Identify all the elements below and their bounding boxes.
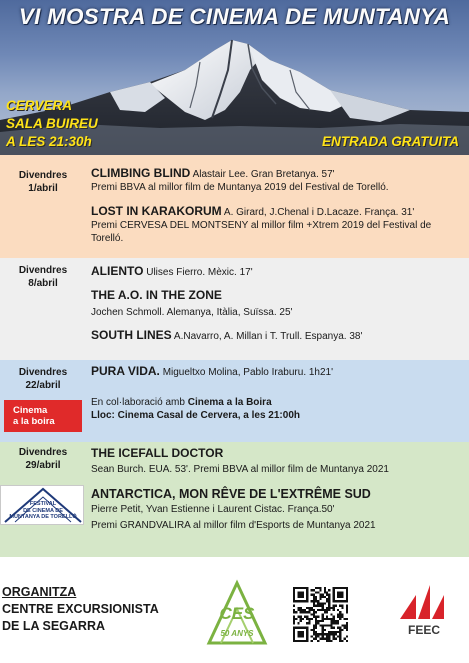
film-credits: A.Navarro, A. Millan i T. Trull. Espanya. 38' (173, 331, 363, 342)
poster-title: VI MOSTRA DE CINEMA DE MUNTANYA (18, 4, 451, 29)
organizer-name-line: DE LA SEGARRA (2, 619, 106, 633)
film-award: Premi CERVESA DEL MONTSENY al millor film +Xtrem 2019 del Festival de Torelló. (91, 220, 432, 244)
session-date (4, 169, 82, 195)
film-item (91, 289, 466, 319)
film-item (91, 167, 466, 194)
ces-logo (203, 579, 271, 647)
date-day: 8/abril (28, 278, 58, 289)
collaboration-note (91, 396, 466, 409)
feec-emblem-icon (396, 581, 452, 625)
film-credits: Ulises Fierro. Mèxic. 17' (146, 267, 253, 278)
session-date (4, 446, 82, 472)
organizer-label: ORGANITZA (2, 585, 77, 599)
film-title: CLIMBING BLIND (91, 166, 191, 180)
feec-logo (396, 581, 452, 641)
date-day: 22/abril (25, 380, 61, 391)
film-title: ANTARCTICA, MON RÊVE DE L'EXTRÊME SUD (91, 487, 371, 501)
film-item (91, 205, 466, 245)
film-credits: Alastair Lee. Gran Bretanya. 57' (192, 169, 335, 180)
poster-footer (0, 557, 469, 663)
qr-code[interactable] (293, 587, 348, 642)
date-day: 1/abril (28, 183, 58, 194)
session-date (4, 264, 82, 290)
film-award: Premi GRANDVALIRA al millor film d'Esports de Muntanya 2021 (91, 520, 376, 531)
session-2 (0, 258, 469, 360)
film-title: THE A.O. IN THE ZONE (91, 288, 222, 302)
film-title: LOST IN KARAKORUM (91, 204, 222, 218)
film-credits: Jochen Schmoll. Alemanya, Itàlia, Suïssa. 25' (91, 307, 293, 318)
cinema-boira-logo (4, 400, 82, 432)
badge-line: FESTIVAL (29, 501, 57, 507)
date-weekday: Divendres (18, 447, 68, 458)
film-item (91, 365, 466, 379)
badge-line: a la boira (13, 416, 55, 427)
session-films (91, 365, 466, 422)
film-item (91, 488, 466, 532)
date-weekday: Divendres (18, 265, 68, 276)
ces-logo-text: CES (219, 604, 255, 623)
ces-logo-subtext: 50 ANYS (220, 629, 254, 638)
session-films (91, 265, 466, 343)
film-title: THE ICEFALL DOCTOR (91, 446, 224, 460)
date-weekday: Divendres (18, 170, 68, 181)
festival-badge-text (1, 501, 85, 521)
film-credits: Pierre Petit, Yvan Estienne i Laurent Cistac. França.50' (91, 504, 335, 515)
film-item (91, 329, 466, 343)
organizer-name-line: CENTRE EXCURSIONISTA (2, 602, 159, 616)
collab-prefix: En col·laboració amb (91, 397, 185, 408)
badge-line: Cinema (13, 405, 48, 416)
date-weekday: Divendres (18, 367, 68, 378)
film-title: ALIENTO (91, 264, 144, 278)
session-date (4, 366, 82, 392)
badge-line: MUNTANYA DE TORELLÓ (9, 514, 77, 520)
film-award: Premi BBVA al millor film de Muntanya 2019 del Festival de Torelló. (91, 182, 389, 193)
film-credits: A. Girard, J.Chenal i D.Lacaze. França. 31' (223, 207, 415, 218)
film-title: SOUTH LINES (91, 328, 172, 342)
film-item (91, 447, 466, 476)
collab-name: Cinema a la Boira (187, 397, 272, 408)
film-item (91, 265, 466, 279)
location-venue: SALA BUIREU (6, 116, 98, 131)
feec-logo-text: FEEC (407, 623, 440, 637)
badge-line: DE CINEMA DE (23, 507, 63, 514)
film-credits: Sean Burch. EUA. 53'. Premi BBVA al millor film de Muntanya 2021 (91, 464, 389, 475)
session-3 (0, 360, 469, 442)
session-4 (0, 442, 469, 557)
film-credits: Migueltxo Molina, Pablo Iraburu. 1h21' (162, 367, 334, 378)
location-city: CERVERA (6, 98, 73, 113)
venue-note: Lloc: Cinema Casal de Cervera, a les 21:00h (91, 410, 300, 421)
poster-header (0, 0, 469, 155)
session-films (91, 167, 466, 245)
organizer-block (2, 584, 159, 635)
date-day: 29/abril (25, 460, 61, 471)
film-title: PURA VIDA. (91, 364, 160, 378)
qr-code-icon (293, 587, 348, 642)
location-time: A LES 21:30h (6, 134, 92, 149)
session-films (91, 447, 466, 532)
festival-torello-logo (0, 485, 84, 525)
free-entry-label: ENTRADA GRATUITA (322, 134, 459, 149)
session-1 (0, 155, 469, 258)
